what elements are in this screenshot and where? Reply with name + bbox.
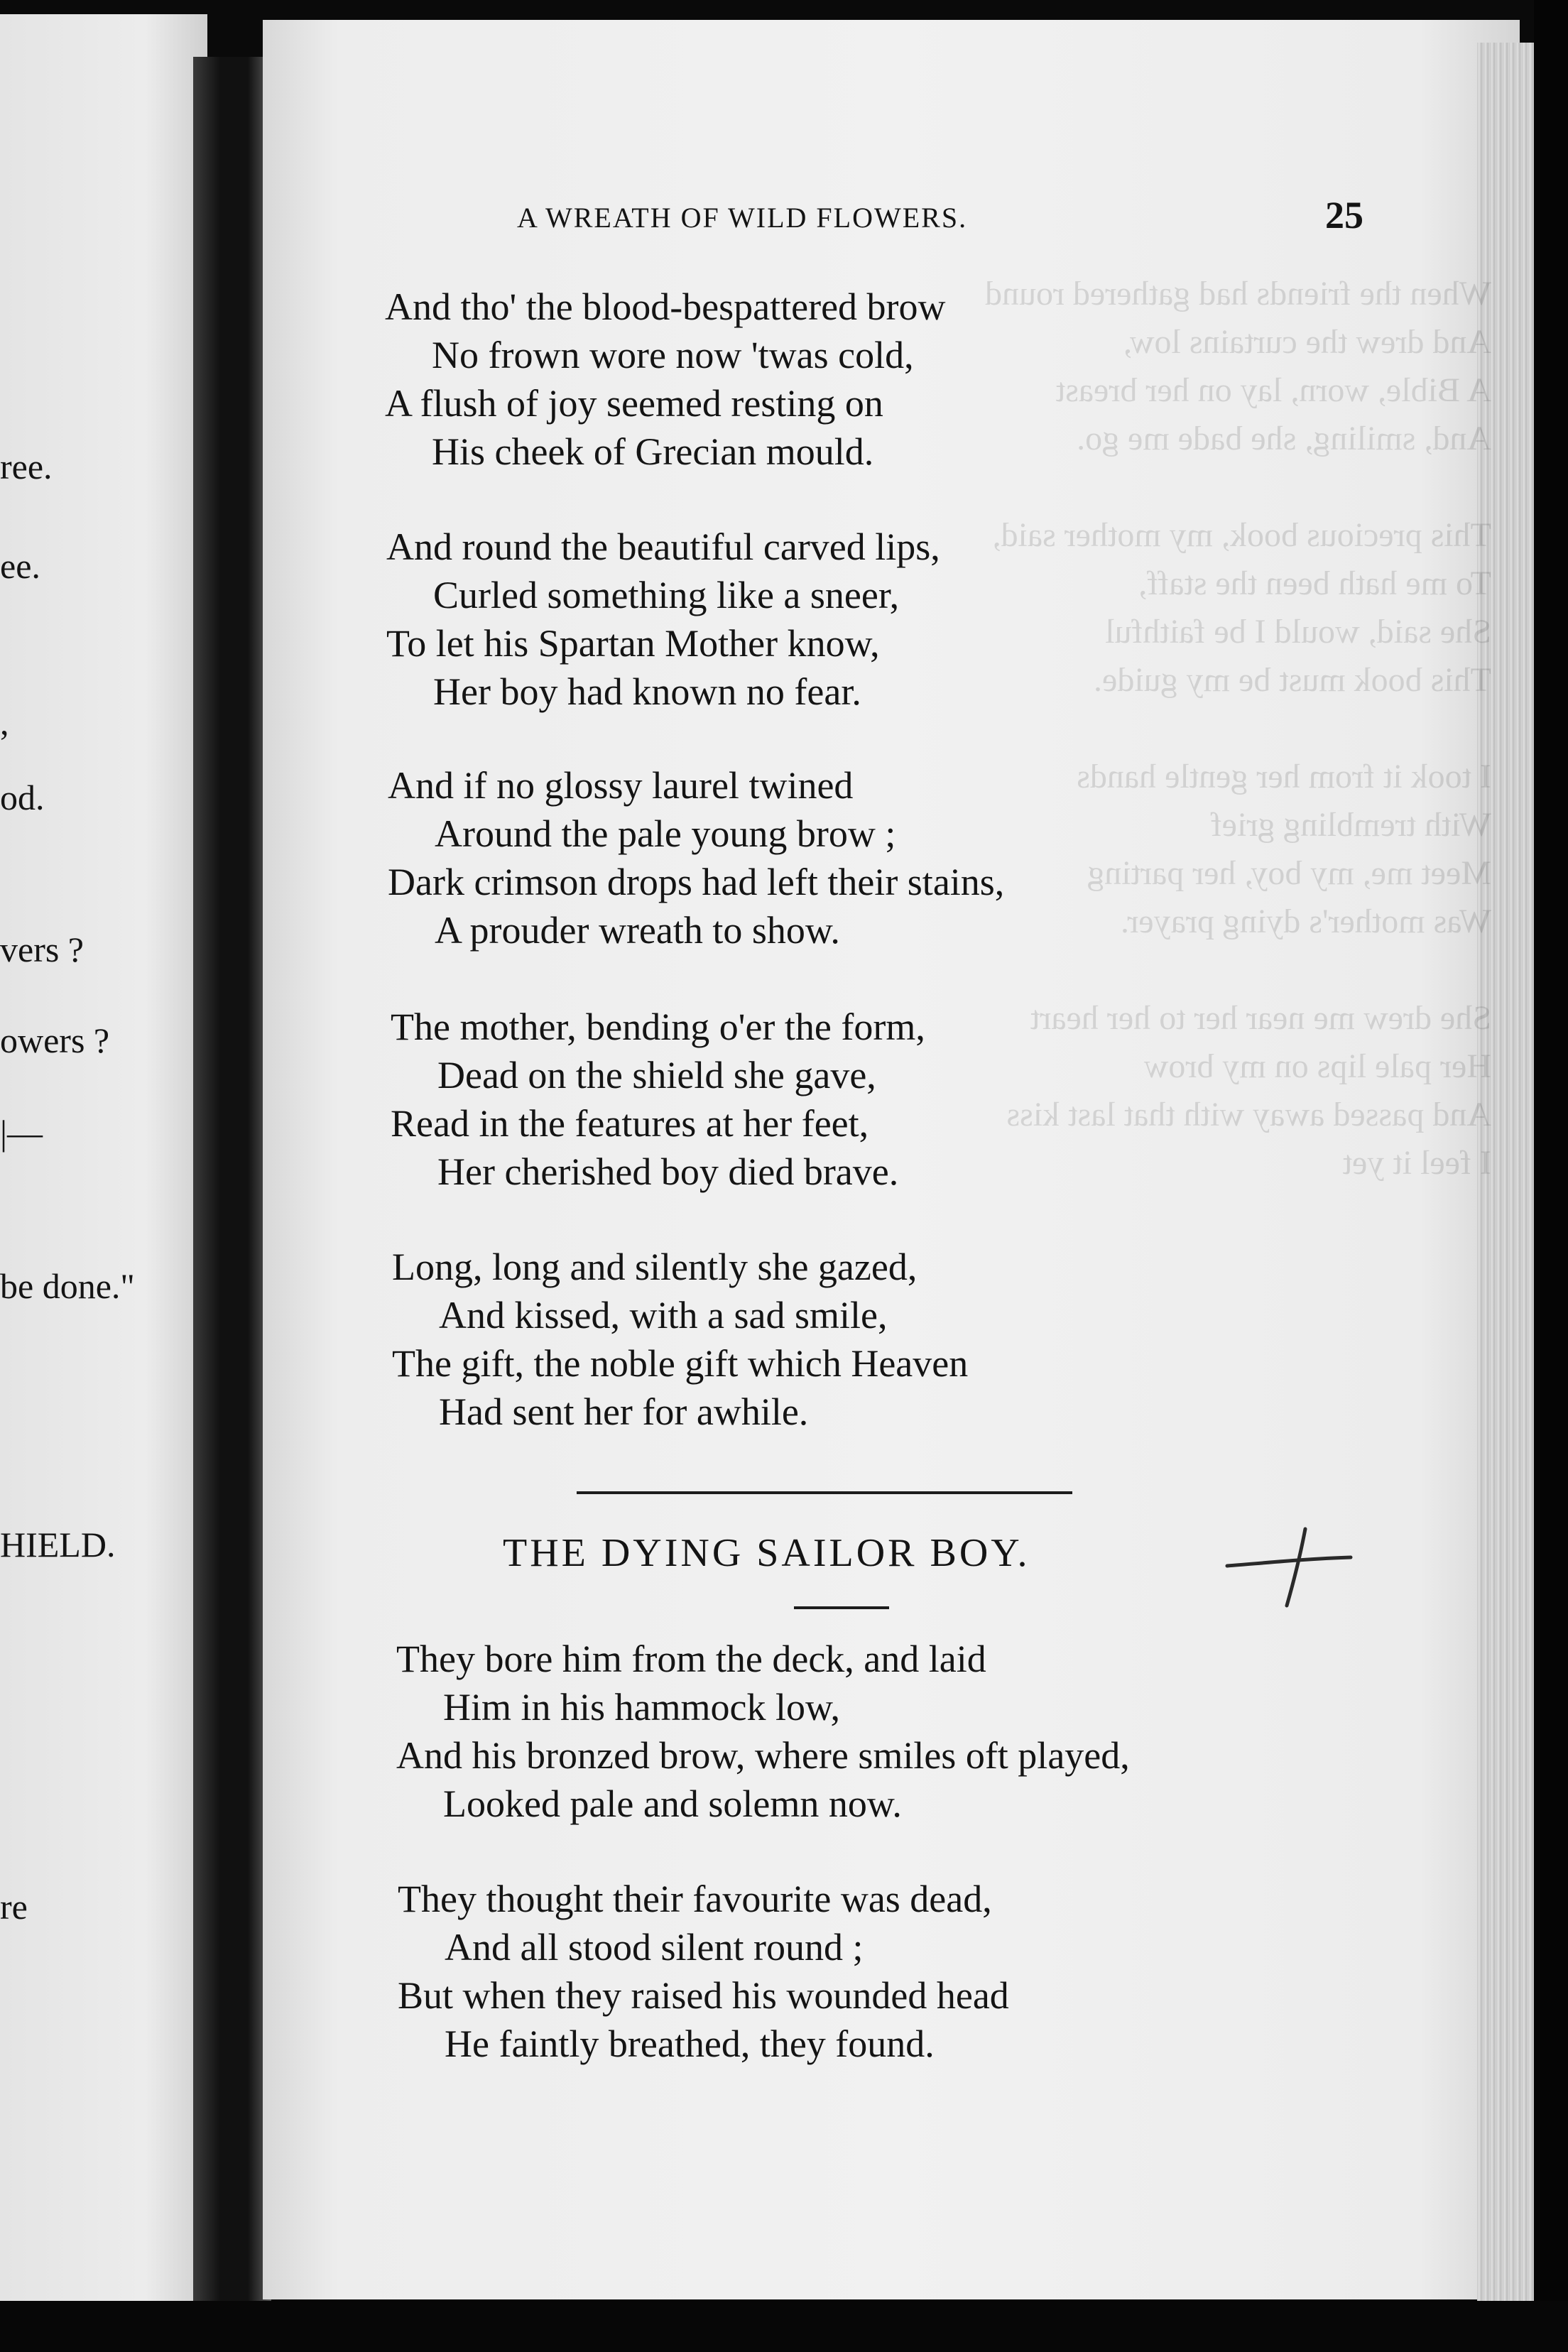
- show-through-line: And passed away with that last kiss: [1006, 1096, 1491, 1133]
- verse-line: No frown wore now 'twas cold,: [432, 334, 914, 376]
- show-through-line: With trembling grief: [1210, 806, 1491, 844]
- show-through-line: A Bible, worn, lay on her breast: [1055, 371, 1491, 409]
- show-through-line: When the friends had gathered round: [984, 275, 1491, 312]
- facing-page-fragment: be done.": [0, 1266, 135, 1306]
- verse-line: Her cherished boy died brave.: [437, 1150, 899, 1193]
- facing-page-fragment: owers ?: [0, 1020, 110, 1060]
- stanza: [385, 283, 946, 476]
- show-through-line: To me hath been the staff,: [1138, 565, 1491, 602]
- poem-title: THE DYING SAILOR BOY.: [503, 1531, 1030, 1575]
- facing-page: [0, 14, 207, 2329]
- verse-line: And round the beautiful carved lips,: [386, 526, 940, 568]
- title-underline: [794, 1606, 889, 1609]
- section-divider: [577, 1491, 1072, 1494]
- facing-page-fragment: HIELD.: [0, 1525, 116, 1564]
- show-through-line: I took it from her gentle hands: [1077, 758, 1491, 795]
- verse-line: And if no glossy laurel twined: [388, 764, 854, 807]
- verse-line: To let his Spartan Mother know,: [386, 622, 880, 665]
- verse-line: A prouder wreath to show.: [435, 909, 840, 952]
- stanza: [391, 1003, 925, 1196]
- facing-page-fragment: vers ?: [0, 930, 84, 969]
- verse-line: Looked pale and solemn now.: [443, 1782, 902, 1825]
- stanza: [386, 523, 940, 716]
- verse-line: Read in the features at her feet,: [391, 1102, 869, 1145]
- stanza: [396, 1635, 1130, 1828]
- scan-border-bottom: [0, 2301, 1568, 2352]
- verse-line: Dark crimson drops had left their stains,: [388, 861, 1005, 903]
- show-through-text: [984, 270, 1491, 1187]
- facing-page-fragment: |—: [0, 1113, 43, 1153]
- verse-line: The gift, the noble gift which Heaven: [392, 1342, 969, 1385]
- book-gutter: [193, 57, 271, 2343]
- verse-line: They thought their favourite was dead,: [398, 1878, 992, 1920]
- handwritten-cross-mark: [1221, 1516, 1356, 1616]
- facing-page-fragment: ee.: [0, 546, 40, 586]
- page-number: 25: [1325, 194, 1363, 236]
- facing-page-fragment: re: [0, 1887, 28, 1927]
- verse-line: They bore him from the deck, and laid: [396, 1638, 986, 1680]
- running-header: A WREATH OF WILD FLOWERS.: [517, 202, 968, 234]
- verse-line: A flush of joy seemed resting on: [385, 382, 883, 425]
- verse-line: He faintly breathed, they found.: [445, 2022, 935, 2065]
- stanza: [398, 1875, 1009, 2068]
- facing-page-fragment: ,: [0, 702, 9, 742]
- show-through-line: This book must be my guide.: [1094, 661, 1491, 699]
- stanza: [388, 761, 1004, 954]
- verse-line: Had sent her for awhile.: [439, 1390, 809, 1433]
- verse-line: And his bronzed brow, where smiles oft played,: [396, 1734, 1130, 1777]
- show-through-line: Her pale lips on my brow: [1143, 1047, 1491, 1085]
- facing-page-fragment: od.: [0, 778, 45, 817]
- verse-line: His cheek of Grecian mould.: [432, 430, 874, 473]
- verse-line: Around the pale young brow ;: [435, 812, 896, 855]
- stanza: [392, 1243, 968, 1436]
- show-through-line: And drew the curtains low,: [1123, 323, 1491, 361]
- verse-line: But when they raised his wounded head: [398, 1974, 1009, 2017]
- show-through-line: This precious book, my mother said,: [992, 516, 1491, 554]
- verse-line: And all stood silent round ;: [445, 1926, 864, 1969]
- verse-line: And tho' the blood-bespattered brow: [385, 285, 946, 328]
- verse-line: Dead on the shield she gave,: [437, 1054, 876, 1096]
- scan-border-right: [1534, 0, 1568, 2352]
- verse-line: And kissed, with a sad smile,: [439, 1294, 888, 1336]
- verse-line: The mother, bending o'er the form,: [391, 1006, 925, 1048]
- show-through-line: She said, would I be faithful: [1105, 613, 1491, 650]
- verse-line: Long, long and silently she gazed,: [392, 1246, 918, 1288]
- show-through-line: Meet me, my boy, her parting: [1087, 854, 1491, 892]
- facing-page-fragment: ree.: [0, 447, 53, 486]
- show-through-line: She drew me near her to her heart: [1030, 999, 1491, 1037]
- verse-line: Curled something like a sneer,: [433, 574, 900, 616]
- show-through-line: Was mother's dying prayer.: [1121, 903, 1491, 940]
- verse-line: Him in his hammock low,: [443, 1686, 840, 1728]
- verse-line: Her boy had known no fear.: [433, 670, 861, 713]
- show-through-line: I feel it yet: [1342, 1144, 1491, 1182]
- show-through-line: And, smiling, she bade me go.: [1077, 420, 1491, 457]
